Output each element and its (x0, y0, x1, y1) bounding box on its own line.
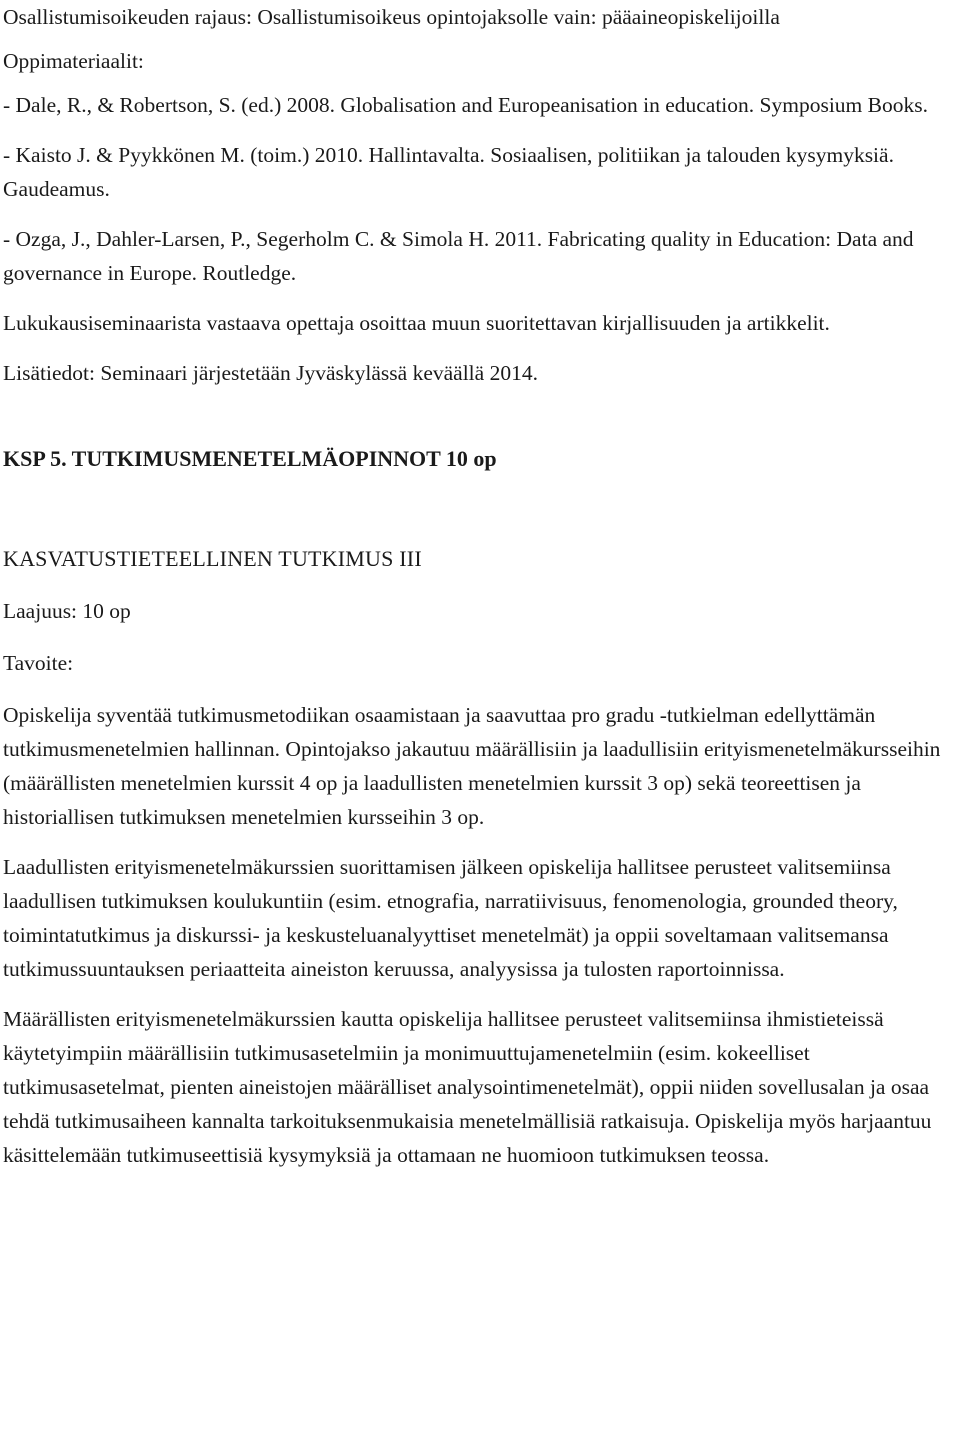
document-page (3, 0, 957, 1172)
qualitative-methods-paragraph: Laadullisten erityismenetelmäkurssien suorittamisen jälkeen opiskelija hallitsee perusteet valitsemiinsa laadullisen tutkimuksen koulukuntiin (esim. etnografia, narratiivisuus, fenomenologia, grounded theory, toimintatutkimus ja diskurssi- ja keskusteluanalyyttiset menetelmät) ja oppii soveltamaan valitsemansa tutkimussuuntauksen periaatteita aineiston keruussa, analyysissa ja tulosten raportoinnissa. (3, 855, 898, 981)
reference-item: - Dale, R., & Robertson, S. (ed.) 2008. Globalisation and Europeanisation in education. Symposium Books. (3, 93, 928, 117)
section-heading: KSP 5. TUTKIMUSMENETELMÄOPINNOT 10 op (3, 446, 497, 471)
course-scope: Laajuus: 10 op (3, 599, 131, 623)
reference-item: - Ozga, J., Dahler-Larsen, P., Segerholm C. & Simola H. 2011. Fabricating quality in Education: Data and governance in Europe. Routledge. (3, 227, 914, 285)
objective-label: Tavoite: (3, 651, 74, 675)
reference-item: - Kaisto J. & Pyykkönen M. (toim.) 2010. Hallintavalta. Sosiaalisen, politiikan ja talouden kysymyksiä. Gaudeamus. (3, 143, 894, 201)
materials-label: Oppimateriaalit: (3, 49, 144, 73)
additional-info: Lisätiedot: Seminaari järjestetään Jyväskylässä keväällä 2014. (3, 361, 538, 385)
quantitative-methods-paragraph: Määrällisten erityismenetelmäkurssien kautta opiskelija hallitsee perusteet valitsemiinsa ihmistieteissä käytetyimpiin määrällisiin tutkimusasetelmiin ja monimuuttujamenetelmiin (esim. kokeelliset tutkimusasetelmat, pienten aineistojen määrälliset analysointimenetelmät), oppii niiden sovellusalan ja osaa tehdä tutkimusaiheen kannalta tarkoituksenmukaisia menetelmällisiä ratkaisuja. Opiskelija myös harjaantuu käsittelemään tutkimuseettisiä kysymyksiä ja ottamaan ne huomioon tutkimuksen teossa. (3, 1007, 932, 1167)
course-title: KASVATUSTIETEELLINEN TUTKIMUS III (3, 546, 422, 571)
objective-paragraph: Opiskelija syventää tutkimusmetodiikan osaamistaan ja saavuttaa pro gradu -tutkielman edellyttämän tutkimusmenetelmien hallinnan. Opintojakso jakautuu määrällisiin ja laadullisiin erityismenetelmäkursseihin (määrällisten menetelmien kurssit 4 op ja laadullisten menetelmien kurssit 3 op) sekä teoreettisen ja historiallisen tutkimuksen menetelmien kursseihin 3 op. (3, 703, 941, 829)
participation-restriction: Osallistumisoikeuden rajaus: Osallistumisoikeus opintojaksolle vain: pääaineopiskelijoilla (3, 5, 780, 29)
seminar-literature-note: Lukukausiseminaarista vastaava opettaja osoittaa muun suoritettavan kirjallisuuden ja artikkelit. (3, 311, 830, 335)
